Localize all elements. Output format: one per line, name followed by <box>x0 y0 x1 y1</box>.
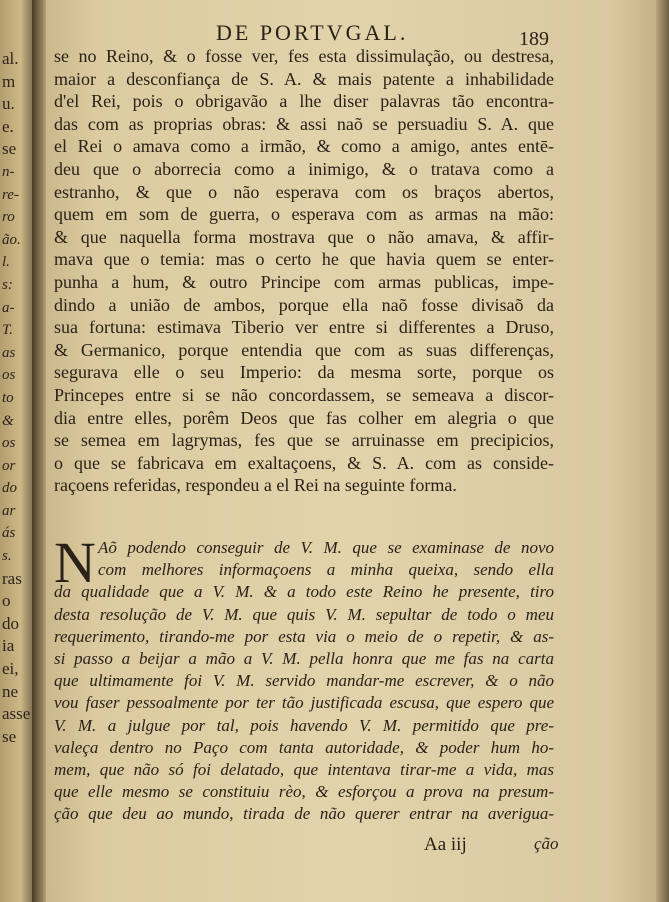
facing-page-fragment: ei, <box>2 659 19 679</box>
facing-page-fragment: s: <box>2 276 13 293</box>
page-edge-shadow <box>656 0 669 902</box>
facing-page-fragment: n- <box>2 163 15 180</box>
facing-page-fragment: do <box>2 480 17 497</box>
text-line: estranho, & que o não esperava com os braços abertos, <box>54 181 554 202</box>
letter-line: desta resolução de V. M. que quis V. M. sepultar de todo o meu <box>54 604 554 624</box>
facing-page-fragment: se <box>2 139 17 159</box>
text-line: punha a hum, & outro Principe com armas publicas, impe- <box>54 271 554 292</box>
facing-page-fragment: ras <box>2 568 22 588</box>
text-line: & que naquella forma mostrava que o não amava, & affir- <box>54 226 554 247</box>
text-line: dia entre elles, porêm Deos que fas colher em alegria o que <box>54 407 554 428</box>
text-line: & Germanico, porque entendia que com as suas differenças, <box>54 339 554 360</box>
text-line: se no Reino, & o fosse ver, fes esta dissimulação, ou destresa, <box>54 46 554 66</box>
letter-line: que ultimamente foi V. M. servido mandar-me escrever, & o não <box>54 671 554 691</box>
facing-page-fragment: s. <box>2 548 12 565</box>
facing-page-fragment: ás <box>2 525 16 542</box>
facing-page-fragment: do <box>2 613 19 633</box>
facing-page-fragment: os <box>2 435 16 452</box>
text-line: dindo a união de ambos, porque ella naõ fosse divisaõ da <box>54 294 554 315</box>
facing-page-fragment: ro <box>2 209 15 226</box>
facing-page-fragment: ia <box>2 636 15 656</box>
facing-page-fragment: & <box>2 412 14 429</box>
facing-page-fragment: or <box>2 457 16 474</box>
page-number: 189 <box>519 28 549 50</box>
facing-page-fragment: l. <box>2 254 10 271</box>
letter-line: mem, que não só foi delatado, que intentava tirar-me a vida, mas <box>54 759 554 779</box>
facing-page-fragment: al. <box>2 49 19 68</box>
facing-page-fragment: ar <box>2 502 16 519</box>
letter-line: valeça dentro no Paço com tanta autoridade, & poder hum ho- <box>54 737 554 757</box>
facing-page-fragment: o <box>2 591 11 611</box>
text-line: deu que o aborrecia como a inimigo, & o tratava como a <box>54 158 554 179</box>
letter-text-italic <box>54 530 554 825</box>
signature-mark: Aa iij <box>424 834 467 855</box>
text-line: d'el Rei, pois o obrigavão a lhe diser palavras tão encontra- <box>54 91 554 112</box>
letter-line: com melhores informaçoens a minha queixa, sendo ella <box>98 560 554 580</box>
text-line: mava que o temia: mas o certo he que havia quem se enter- <box>54 249 554 270</box>
facing-page-edge <box>0 0 34 902</box>
text-line: raçoens referidas, respondeu a el Rei na seguinte forma. <box>54 475 457 496</box>
body-text-roman <box>54 45 554 497</box>
facing-page-fragment: m <box>2 71 16 91</box>
letter-line: si passo a beijar a mão a V. M. pella honra que me fas na carta <box>54 648 554 668</box>
text-line: quem em som de guerra, o esperava com as armas na mão: <box>54 204 554 225</box>
facing-page-text-fragments <box>2 48 32 748</box>
facing-page-fragment: u. <box>2 94 15 114</box>
text-line: segurava elle o seu Imperio: da mesma sorte, porque os <box>54 362 554 383</box>
letter-line: da qualidade que a V. M. & a todo este Reino he presente, tiro <box>54 582 554 602</box>
facing-page-fragment: a- <box>2 299 15 316</box>
facing-page-fragment: re- <box>2 186 19 203</box>
facing-page-fragment: T. <box>2 322 13 339</box>
text-line: sua fortuna: estimava Tiberio ver entre si differentes a Druso, <box>54 317 554 338</box>
facing-page-fragment: asse <box>2 704 31 724</box>
running-title: DE PORTVGAL. <box>216 20 409 45</box>
facing-page-fragment: se <box>2 726 17 746</box>
letter-line: Aõ podendo conseguir de V. M. que se examinase de novo <box>98 538 554 557</box>
facing-page-fragment: ão. <box>2 231 21 248</box>
letter-line: ção que deu ao mundo, tirada de não querer entrar na averigua- <box>54 804 554 824</box>
text-line: maior a desconfiança de S. A. & mais patente a inhabilidade <box>54 68 554 89</box>
facing-page-fragment: as <box>2 344 16 361</box>
letter-line: V. M. a julgue por tal, pois havendo V. M. permitido que pre- <box>54 715 554 735</box>
facing-page-fragment: os <box>2 367 16 384</box>
letter-line: vou faser pessoalmente por ter tão justificada escusa, que espero que <box>54 693 554 713</box>
text-line: el Rei o amava como a irmão, & como a amigo, antes entē- <box>54 136 554 157</box>
facing-page-fragment: ne <box>2 681 19 701</box>
drop-cap: N <box>54 530 96 595</box>
text-line: Princepes entre si se não concordassem, se semeava a discor- <box>54 384 554 405</box>
text-line: se semea em lagrymas, fes que se arruinasse em precipicios, <box>54 430 554 451</box>
text-line: das com as proprias obras: & assi naõ se persuadiu S. A. que <box>54 113 554 134</box>
page-189 <box>46 0 658 902</box>
text-line: o que se fabricava em exaltaçoens, & S. A. com as conside- <box>54 452 554 473</box>
letter-line: que elle mesmo se constituiu rèo, & esforçou a prova na presum- <box>54 782 554 802</box>
facing-page-fragment: to <box>2 389 14 406</box>
letter-line: requerimento, tirando-me por esta via o meio de o repetir, & as- <box>54 626 554 646</box>
facing-page-fragment: e. <box>2 116 14 136</box>
catchword: ção <box>534 834 559 853</box>
